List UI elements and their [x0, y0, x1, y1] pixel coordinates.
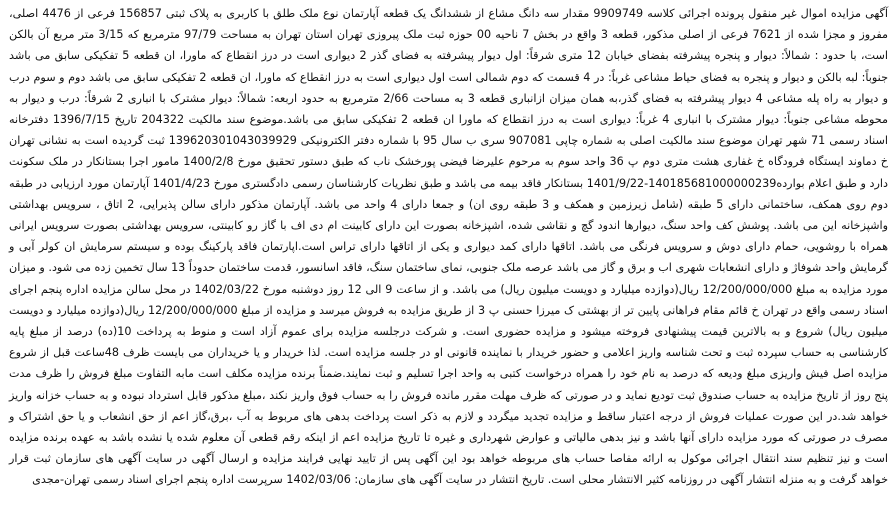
notice-body-text: آگهی مزایده اموال غیر منقول پرونده اجرائی کلاسه 9909749 مقدار سه دانگ مشاع از ششدانگ یک قطعه آپارتمان نوع ملک طلق با کاربری به پلاک ثبتی 156857 فرعی از 4476 اصلی، مفروز و مجزا شده از 7621 فرعی از اصلی مذکور، قطعه 3 واقع در بخش 7 ناحیه 00 حوزه ثبت ملک پیروزی تهران استان تهران به مساحت 97/79 مترمربع که 3/15 متر مربع آن بالکن است، با حدود : شمالاً: دیوار و پنجره پیشرفته بفضای خیابان 12 متری شرقاً: اول دیوار پیشرفته به فضای گذر 2 دیواری است در درز انقطاع که ماورا، ان قطعه 5 تفکیکی سابق می باشد جنوباً: لبه بالکن و دیوار و پنجره به فضای حیاط مشاعی غرباً: در 4 قسمت که دوم شمالی است اول دیواری است به درز انقطاع که ماورا، ان قطعه 2 تفکیکی سابق می باشد دوم و سوم درب و دیوار به راه پله مشاعی 4 دیوار پیشرفته به فضای گذر،به همان میزان ازانباری قطعه 3 به مساحت 2/66 مترمربع به حدود اربعه: شمالاً: دیوار مشترک با انباری 2 شرقاً: درب و دیوار به محوطه مشاعی جنوباً: دیوار مشترک با انباری 4 غرباً: دیواری است به درز انقطاع که ماورا ان قطعه 2 تفکیکی سابق می باشد.موضوع سند مالکیت 204322 تاریخ 1396/7/15 دفترخانه اسناد رسمی 71 شهر تهران موضوع سند مالکیت اصلی به شماره چاپی 907081 سری ب سال 95 با شماره دفتر الکترونیکی 139620301043039929 ثبت گردیده است به نشانی تهران خ دماوند ایستگاه فرودگاه خ غفاری هشت متری دوم پ 36 واحد سوم به مرحوم علیرضا فیضی پورخشک ناب که طبق دستور تحقیق مورخ 1400/2/8 مامور اجرا بستانکار در ملک سکونت دارد و طبق اعلام بوارده140185681000000239-1401/9/22 بستانکار فاقد بیمه می باشد و طبق نظریات کارشناسان رسمی دادگستری مورخ 1401/4/23 آپارتمان مورد ارزیابی در طبقه دوم روی همکف، ساختمانی دارای 5 طبقه (شامل زیرزمین و همکف و 3 طبقه روی ان) و جمعا دارای 4 واحد می باشد. آپارتمان مذکور دارای سالن پذیرایی، 2 اتاق ، سرویس بهداشتی واشپزخانه این می باشد. پوشش کف واحد سنگ، دیوارها اندود گچ و نقاشی شده، اشپزخانه بصورت این دارای کابینت ام دی اف با گاز رو کابینتی، سرویس بهداشتی بصورت سرویس ایرانی همراه با روشویی، حمام دارای دوش و سرویس فرنگی می باشد. اتاقها دارای کمد دیواری و یکی از اتاقها دارای تراس است.اپارتمان فاقد پارکینگ بوده و سیستم سرمایش ان کولر آبی و گرمایش واحد شوفاژ و دارای انشعابات شهری اب و برق و گاز می باشد عرصه ملک جنوبی، نمای ساختمان سنگ، فاقد اسانسور، قدمت ساختمان حدوداً 13 سال تخمین زده می شود. و میزان مورد مزایده به مبلغ 12/200/000/000 ریال(دوازده میلیارد و دویست میلیون ریال) می باشد. و از ساعت 9 الی 12 روز دوشنبه مورخ 1402/03/22 در محل سالن مزایده اداره پنجم اجرای اسناد رسمی واقع در تهران خ قائم مقام فراهانی پایین تر از بهشتی ک میرزا حسنی پ 3 از طریق مزایده به فروش میرسد و مزایده از مبلغ 12/200/000/000 ریال(دوازده میلیارد و دویست میلیون ریال) شروع و به بالاترین قیمت پیشنهادی فروخته میشود و مزایده حضوری است. و شرکت درجلسه مزایده برای عموم آزاد است و منوط به پرداخت 10(ده) درصد از مبلغ پایه کارشناسی به حساب سپرده ثبت و تحت شناسه واریز اعلامی و حضور خریدار با نماینده قانونی او در جلسه مزایده است. لذا خریدار و یا خریداران می بایست ظرف 48ساعت قبل از شروع مزایده اصل فیش واریزی مبلغ ودیعه که درصد به نام خود را همراه درخواست کتبی به واحد اجرا تسلیم و ثبت نمایند.ضمناً برنده مزایده مکلف است مابه التفاوت مبلغ فروش را ظرف مدت پنج روز از تاریخ مزایده به حساب صندوق ثبت تودیع نماید و در صورتی که ظرف مهلت مقرر مانده فروش را به حساب فوق واریز نکند ،مبلغ مذکور قابل استرداد نبوده و به حساب خزانه واریز خواهد شد.در این صورت عملیات فروش از درجه اعتبار ساقط و مزایده تجدید میگردد و لازم به ذکر است پرداخت بدهی های مربوط به آب ،برق،گاز اعم از حق انشعاب و یا حق اشتراک و مصرف در صورتی که مورد مزایده دارای آنها باشد و نیز بدهی مالیاتی و عوارض شهرداری و غیره تا تاریخ مزایده اعم از اینکه رقم قطعی آن معلوم شده یا نشده باشد به عهده برنده مزایده است و نیز تنظیم سند انتقال اجرائی موکول به ارائه مفاصا حساب های مربوطه خواهد بود این آگهی پس از تایید نهایی فرایند مزایده و ارسال آگهی در سایت آگهی های سازمان ثبت قرار خواهد گرفت و به منزله انتشار آگهی در روزنامه کثیر الانتشار محلی است. تاریخ انتشار در سایت آگهی های سازمان: 1402/03/06 سرپرست اداره پنجم اجرای اسناد رسمی تهران-مجدی	[9, 7, 889, 487]
